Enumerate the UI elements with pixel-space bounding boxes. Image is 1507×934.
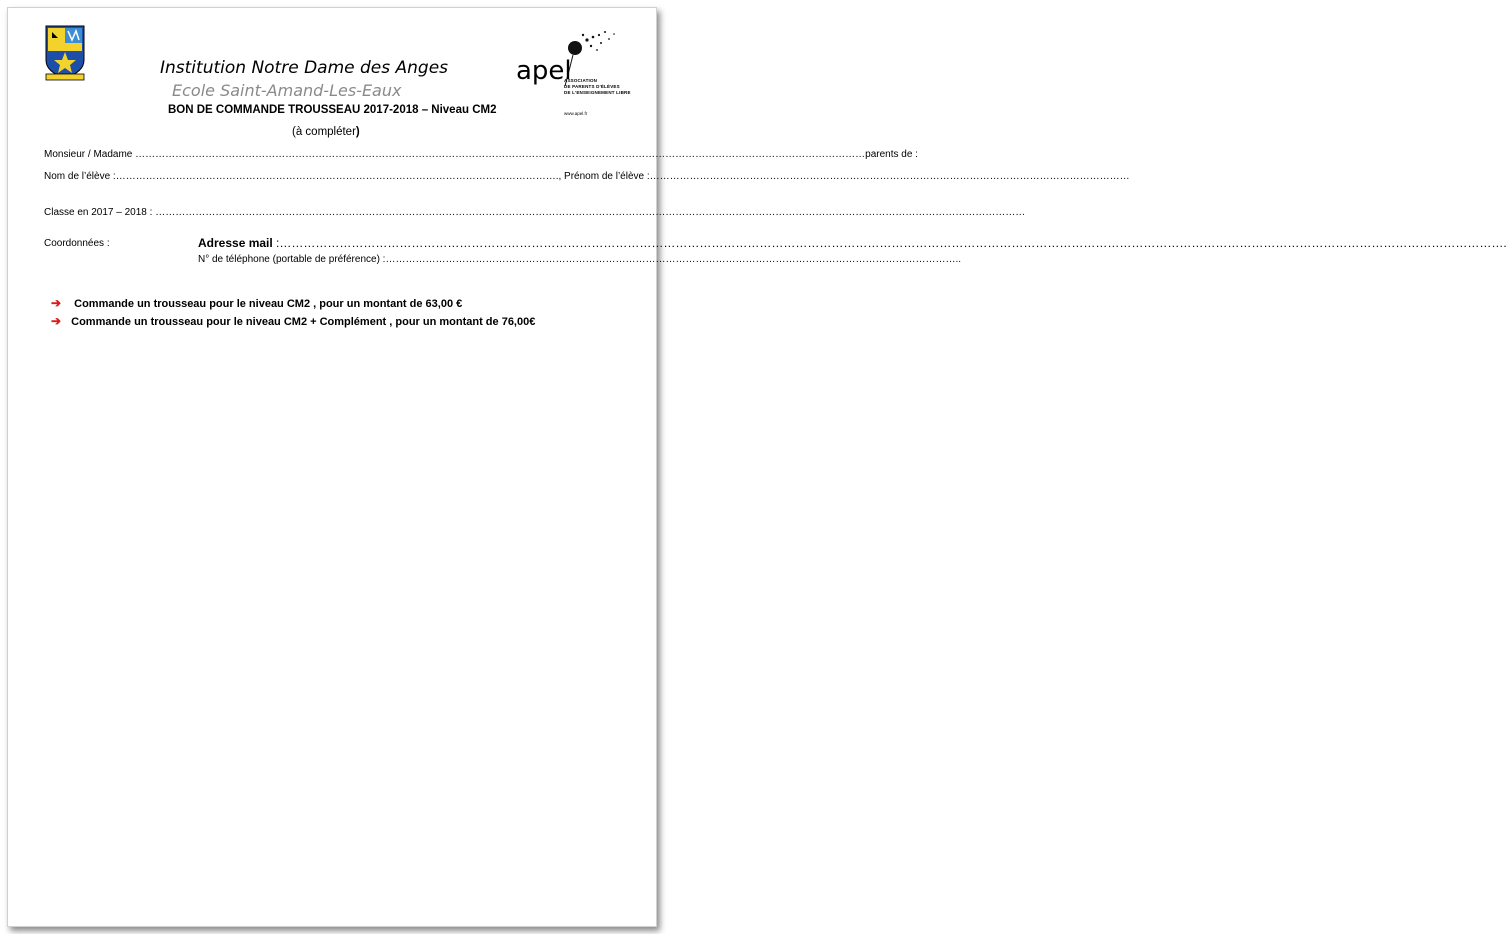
- option-complement[interactable]: ➔ Commande un trousseau pour le niveau CM2 + Complément , pour un montant de 76,00€: [51, 314, 536, 328]
- apel-logo-text: apel: [516, 56, 572, 86]
- institution-title: Institution Notre Dame des Anges: [160, 58, 449, 78]
- email-label: Adresse mail: [198, 236, 273, 250]
- apel-tagline: ASSOCIATION DE PARENTS D'ÉLÈVES DE L'ENSEIGNEMENT LIBRE: [564, 78, 631, 95]
- email-field[interactable]: Adresse mail :……………………………………………………………………………………………………………………………………………………………………………………………………………………………………………………………………………….: [198, 236, 1507, 250]
- class-field[interactable]: Classe en 2017 – 2018 : ………………………………………………………………………………………………………………………………………………………………………………………………………………………………………: [44, 207, 1026, 218]
- phone-field[interactable]: N° de téléphone (portable de préférence) :………………………………………………………………………………………………………………………………………………………..: [198, 254, 962, 265]
- fill-instruction: (à compléter): [292, 126, 360, 138]
- school-subtitle: Ecole Saint-Amand-Les-Eaux: [172, 81, 402, 100]
- document-page: [7, 7, 1507, 927]
- arrow-right-icon: ➔: [51, 314, 62, 328]
- option-standard[interactable]: ➔ Commande un trousseau pour le niveau CM2 , pour un montant de 63,00 €: [51, 296, 463, 310]
- student-name-field[interactable]: Nom de l’élève :……………………………………………………………………………………………………………………., Prénom de l’élève :………………………………………………………………………………………………………………………………: [44, 171, 1130, 182]
- school-crest-icon: [44, 24, 86, 82]
- parent-name-field[interactable]: Monsieur / Madame …………………………………………………………………………………………………………………………………………………………………………………………………parents de :: [44, 149, 918, 160]
- arrow-right-icon: ➔: [51, 296, 62, 310]
- form-title: BON DE COMMANDE TROUSSEAU 2017-2018 – Niveau CM2: [168, 104, 497, 116]
- apel-url: www.apel.fr: [564, 111, 588, 116]
- contact-label: Coordonnées :: [44, 238, 110, 249]
